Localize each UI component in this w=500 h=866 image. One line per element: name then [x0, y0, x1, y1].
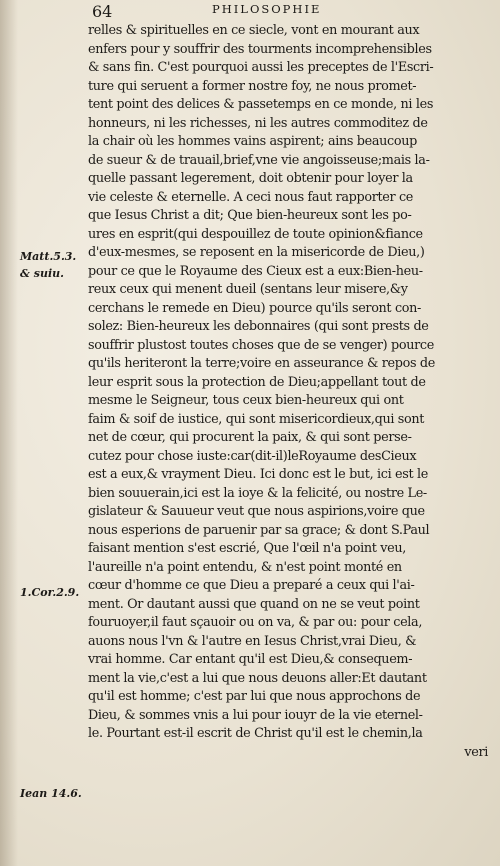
body-text: [88, 22, 488, 762]
text-line: quelle passant legerement, doit obtenir pour loyer la: [88, 171, 413, 186]
text-line: ures en esprit(qui despouillez de toute opinion&fiance: [88, 226, 423, 242]
text-line: relles & spirituelles en ce siecle, vont en mourant aux: [88, 23, 420, 38]
page-number: 64: [92, 2, 113, 21]
text-line: pour ce que le Royaume des Cieux est a eux:Bien-heu-: [88, 263, 423, 279]
text-line: souffrir plustost toutes choses que de se venger) pource: [88, 337, 434, 353]
text-line: reux ceux qui menent dueil (sentans leur misere,&y: [88, 282, 408, 297]
text-line: ture qui seruent a former nostre foy, ne nous promet-: [88, 78, 417, 94]
running-title: PHILOSOPHIE: [212, 2, 322, 16]
text-line: le. Pourtant est-il escrit de Christ qu'il est le chemin,la: [88, 726, 423, 741]
text-line: tent point des delices & passetemps en ce monde, ni les: [88, 97, 434, 112]
text-line: Dieu, & sommes vnis a lui pour iouyr de la vie eternel-: [88, 707, 423, 723]
text-line: d'eux-mesmes, se reposent en la misericorde de Dieu,): [88, 245, 425, 260]
text-line: qu'ils heriteront la terre;voire en asseurance & repos de: [88, 356, 435, 371]
text-line: cœur d'homme ce que Dieu a preparé a ceux qui l'ai-: [88, 578, 415, 593]
margin-note-cor: 1.Cor.2.9.: [20, 586, 80, 599]
text-line: faisant mention s'est escrié, Que l'œil n'a point veu,: [88, 541, 406, 556]
text-line: est a eux,& vrayment Dieu. Ici donc est le but, ici est le: [88, 467, 428, 482]
text-line: vrai homme. Car entant qu'il est Dieu,& consequem-: [88, 652, 413, 667]
text-line: vie celeste & eternelle. A ceci nous faut rapporter ce: [88, 189, 414, 205]
text-line: gislateur & Sauueur veut que nous aspirions,voire que: [88, 504, 425, 519]
text-line: leur esprit sous la protection de Dieu;appellant tout de: [88, 374, 426, 390]
text-line: que Iesus Christ a dit; Que bien-heureux sont les po-: [88, 208, 412, 223]
margin-note-matt: Matt.5.3.: [20, 250, 77, 263]
text-line: la chair où les hommes vains aspirent; ains beaucoup: [88, 134, 417, 149]
text-line: l'aureille n'a point entendu, & n'est point monté en: [88, 559, 402, 575]
text-line: cutez pour chose iuste:car(dit-il)leRoyaume desCieux: [88, 448, 417, 464]
text-line: de sueur & de trauail,brief,vne vie angoisseuse;mais la-: [88, 152, 430, 168]
text-line: ment la vie,c'est a lui que nous deuons aller:Et dautant: [88, 670, 427, 686]
text-line: qu'il est homme; c'est par lui que nous approchons de: [88, 689, 421, 704]
text-line: enfers pour y souffrir des tourments incomprehensibles: [88, 41, 432, 57]
margin-note-jean: Iean 14.6.: [20, 787, 82, 800]
text-line: mesme le Seigneur, tous ceux bien-heureux qui ont: [88, 393, 404, 408]
text-line: cerchans le remede en Dieu) pource qu'ils seront con-: [88, 300, 421, 316]
text-line: veri: [464, 744, 488, 760]
text-line: & sans fin. C'est pourquoi aussi les preceptes de l'Escri-: [88, 60, 434, 75]
text-line: honneurs, ni les richesses, ni les autres commoditez de: [88, 115, 428, 131]
margin-note-suiv: & suiu.: [20, 267, 64, 280]
text-line: ment. Or dautant aussi que quand on ne se veut point: [88, 596, 420, 612]
page-gutter-shadow: [0, 0, 18, 866]
text-line: bien souuerain,ici est la ioye & la felicité, ou nostre Le-: [88, 485, 427, 501]
text-line: net de cœur, qui procurent la paix, & qui sont perse-: [88, 430, 412, 445]
text-line: fouruoyer,il faut sçauoir ou on va, & par ou: pour cela,: [88, 615, 423, 630]
text-line: auons nous l'vn & l'autre en Iesus Christ,vrai Dieu, &: [88, 633, 417, 649]
text-line: faim & soif de iustice, qui sont misericordieux,qui sont: [88, 411, 425, 427]
text-line: solez: Bien-heureux les debonnaires (qui sont prests de: [88, 319, 429, 334]
text-line: nous esperions de paruenir par sa grace; & dont S.Paul: [88, 522, 430, 538]
